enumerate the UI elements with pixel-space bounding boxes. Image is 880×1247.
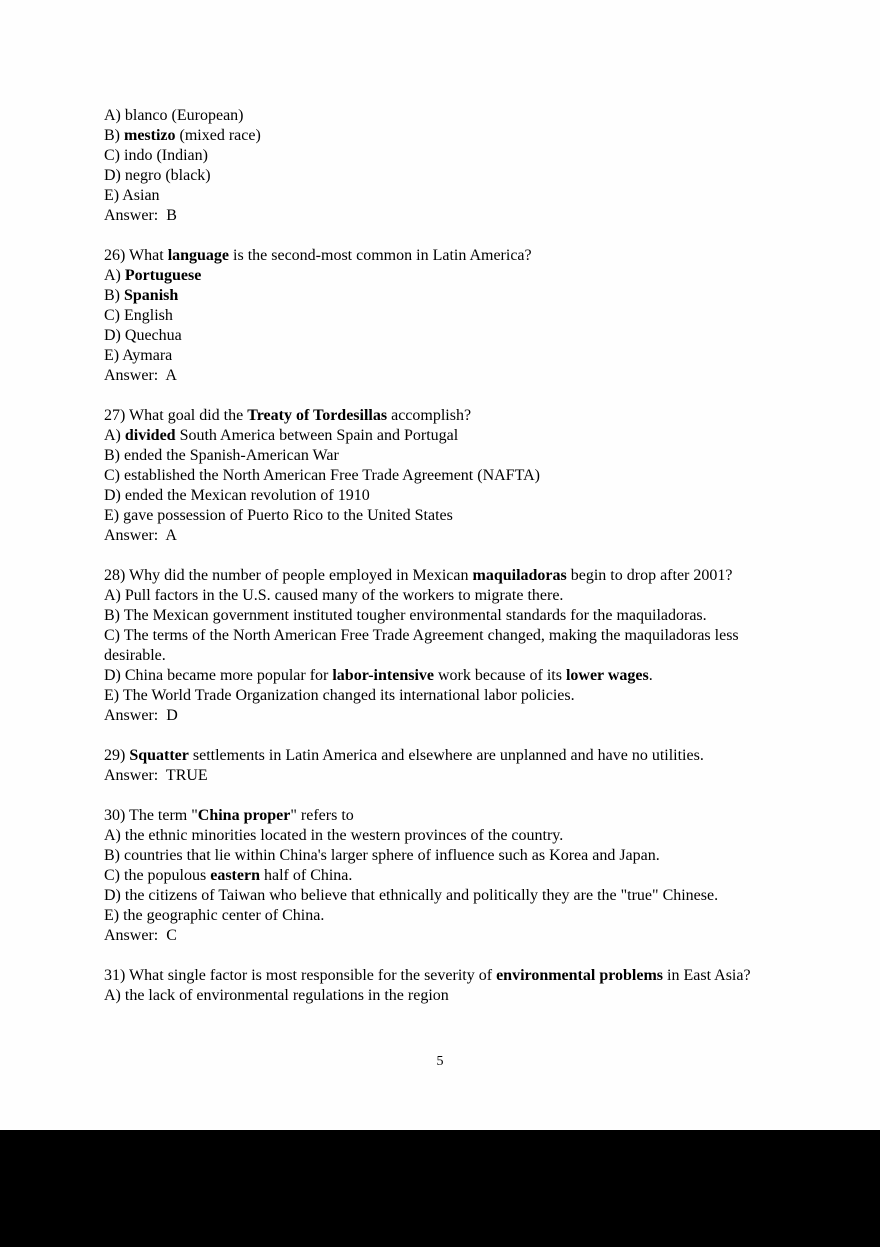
text-line: [104, 706, 784, 726]
bold-text: environmental problems: [496, 967, 664, 984]
text-line: [104, 666, 784, 686]
text: 27) What goal did the: [104, 407, 248, 424]
text-line: [104, 866, 784, 886]
text: 30) The term ": [104, 807, 198, 824]
text-line: [104, 986, 784, 1006]
text: half of China.: [259, 867, 353, 884]
text-line: [104, 566, 784, 586]
text: work because of its: [433, 667, 566, 684]
text: .: [648, 667, 653, 684]
text: 26) What: [104, 247, 168, 264]
text: C) the populous: [104, 867, 211, 884]
text-line: [104, 266, 784, 286]
text: C) English: [104, 307, 173, 324]
text: B) countries that lie within China's larger sphere of influence such as Korea and Japan.: [104, 847, 660, 864]
text: A) the lack of environmental regulations in the region: [104, 987, 449, 1004]
text: (mixed race): [175, 127, 261, 144]
text-line: [104, 506, 784, 526]
text: C) established the North American Free Trade Agreement (NAFTA): [104, 467, 540, 484]
text: D) ended the Mexican revolution of 1910: [104, 487, 370, 504]
text: settlements in Latin America and elsewhere are unplanned and have no utilities.: [188, 747, 704, 764]
text: E) the geographic center of China.: [104, 907, 325, 924]
text-line: [104, 486, 784, 506]
text-line: [104, 826, 784, 846]
text-line: [104, 446, 784, 466]
text-line: [104, 806, 784, 826]
text: is the second-most common in Latin America?: [229, 247, 532, 264]
bottom-black-bar: [0, 1130, 880, 1247]
text-line: [104, 126, 784, 146]
bold-text: lower wages: [565, 667, 649, 684]
text-line: [104, 106, 784, 126]
text: E) gave possession of Puerto Rico to the United States: [104, 507, 453, 524]
text-line: [104, 306, 784, 326]
question-block: [104, 106, 784, 226]
text: A) blanco (European): [104, 107, 244, 124]
bold-text: China proper: [197, 807, 291, 824]
question-block: [104, 746, 784, 786]
text: C) indo (Indian): [104, 147, 208, 164]
text: South America between Spain and Portugal: [175, 427, 459, 444]
text: B) The Mexican government instituted tougher environmental standards for the maquiladoras.: [104, 607, 707, 624]
text-line: [104, 186, 784, 206]
question-block: [104, 406, 784, 546]
text-line: [104, 286, 784, 306]
text-line: [104, 926, 784, 946]
bold-text: Treaty of Tordesillas: [247, 407, 388, 424]
text-line: [104, 206, 784, 226]
text: 28) Why did the number of people employed in Mexican: [104, 567, 473, 584]
text: Answer: C: [104, 927, 177, 944]
text-line: [104, 846, 784, 866]
text-line: [104, 366, 784, 386]
text-line: [104, 146, 784, 166]
bold-text: mestizo: [124, 127, 176, 144]
question-block: [104, 806, 784, 946]
text: Answer: B: [104, 207, 177, 224]
text: D) Quechua: [104, 327, 182, 344]
text-line: [104, 326, 784, 346]
text: D) negro (black): [104, 167, 211, 184]
question-block: [104, 566, 784, 726]
text: C) The terms of the North American Free Trade Agreement changed, making the maquiladoras less desirable.: [104, 627, 743, 664]
bold-text: Spanish: [124, 287, 179, 304]
bold-text: maquiladoras: [472, 567, 567, 584]
text: 29): [104, 747, 130, 764]
bold-text: labor-intensive: [332, 667, 434, 684]
bold-text: Portuguese: [124, 267, 202, 284]
text-line: [104, 346, 784, 366]
question-block: [104, 966, 784, 1006]
text-line: [104, 246, 784, 266]
text-line: [104, 606, 784, 626]
text: in East Asia?: [663, 967, 751, 984]
text: accomplish?: [387, 407, 472, 424]
text: Answer: A: [104, 527, 177, 544]
question-block: [104, 246, 784, 386]
text-line: [104, 626, 784, 666]
text-line: [104, 686, 784, 706]
bold-text: Squatter: [129, 747, 189, 764]
text: E) Asian: [104, 187, 160, 204]
text: A): [104, 267, 125, 284]
text-line: [104, 586, 784, 606]
text-line: [104, 466, 784, 486]
text-line: [104, 746, 784, 766]
text-line: [104, 886, 784, 906]
bold-text: language: [167, 247, 230, 264]
text: E) The World Trade Organization changed its international labor policies.: [104, 687, 575, 704]
text: A) the ethnic minorities located in the western provinces of the country.: [104, 827, 564, 844]
text: Answer: TRUE: [104, 767, 208, 784]
text: 31) What single factor is most responsible for the severity of: [104, 967, 497, 984]
text-line: [104, 166, 784, 186]
text: D) China became more popular for: [104, 667, 333, 684]
text-line: [104, 426, 784, 446]
page-number: 5: [436, 1054, 444, 1069]
bold-text: eastern: [210, 867, 260, 884]
text-line: [104, 766, 784, 786]
text: begin to drop after 2001?: [566, 567, 733, 584]
text-line: [104, 906, 784, 926]
text-line: [104, 966, 784, 986]
text: Answer: A: [104, 367, 177, 384]
text-line: [104, 526, 784, 546]
text: B) ended the Spanish-American War: [104, 447, 339, 464]
text: B): [104, 127, 124, 144]
text: D) the citizens of Taiwan who believe that ethnically and politically they are the "true" Chinese.: [104, 887, 719, 904]
text: A) Pull factors in the U.S. caused many of the workers to migrate there.: [104, 587, 564, 604]
text: A): [104, 427, 125, 444]
text: B): [104, 287, 124, 304]
text: E) Aymara: [104, 347, 173, 364]
text: Answer: D: [104, 707, 178, 724]
text: " refers to: [290, 807, 354, 824]
bold-text: divided: [124, 427, 176, 444]
text-line: [104, 406, 784, 426]
